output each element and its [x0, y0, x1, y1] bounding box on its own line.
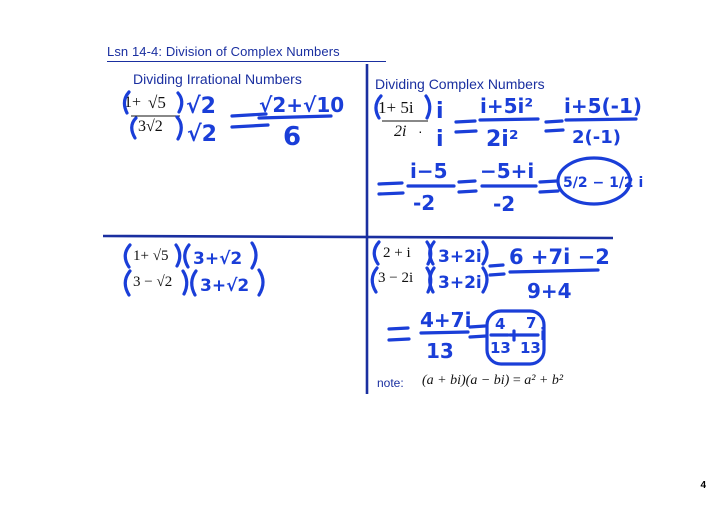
q2-step3-den: -2	[413, 191, 436, 215]
q2-numerator: 1+ 5i	[378, 98, 414, 117]
q1-multiplier-den: √2	[187, 122, 217, 147]
q2-equals-4	[459, 181, 476, 192]
q3-conj-den-open	[192, 271, 196, 295]
page-number: 4	[700, 480, 706, 491]
q4-step2-bar	[421, 332, 468, 333]
q4-answer-a-den: 13	[490, 339, 511, 357]
q2-step1-bar	[480, 119, 538, 120]
q4-conj-den: 3+2i	[438, 273, 482, 293]
q4-step1-num: 6 +7i −2	[509, 245, 610, 269]
q4-equals-3	[470, 326, 486, 337]
q3-num-close-paren	[176, 245, 180, 266]
note-label: note:	[377, 376, 404, 390]
note-formula	[422, 373, 563, 389]
q3-num-open-paren	[125, 245, 130, 267]
q2-step2-bar	[566, 119, 636, 120]
q1-denominator: 3√2	[138, 118, 163, 135]
q3-den-close-paren	[183, 271, 187, 294]
q2-num-open-paren	[376, 96, 381, 118]
q4-den-open-paren	[372, 268, 377, 292]
q4-numerator: 2 + i	[383, 245, 411, 261]
q3-conj-den-close	[259, 270, 263, 295]
q1-multiplier-num: √2	[186, 94, 216, 119]
q1-num-open-paren	[124, 92, 129, 113]
q2-step4-num: −5+i	[480, 159, 535, 183]
left-heading: Dividing Irrational Numbers	[133, 71, 302, 87]
q1-result-den: 6	[283, 122, 302, 152]
q3-den-open-paren	[125, 271, 130, 295]
q2-equals-5	[540, 181, 558, 192]
q4-step2-num: 4+7i	[420, 308, 472, 332]
q1-result-num: √2+√10	[259, 93, 345, 117]
q4-equals-2	[389, 328, 409, 340]
q1-den-open-paren	[132, 118, 136, 138]
q2-step3-num: i−5	[410, 159, 448, 183]
q4-plus	[510, 331, 519, 340]
note-formula-equals: =	[509, 373, 525, 388]
q2-num-close-paren	[426, 96, 430, 118]
right-heading: Dividing Complex Numbers	[375, 76, 545, 92]
q3-denominator: 3 − √2	[133, 274, 173, 290]
note-formula-lhs: (a + bi)(a − bi)	[422, 373, 510, 388]
note-formula-rhs: a² + b²	[524, 373, 564, 388]
horizontal-divider	[103, 236, 613, 238]
q3-conj-num-close	[252, 243, 256, 268]
q1-den-close-paren	[177, 117, 181, 139]
q1-numerator-b: √5	[148, 93, 166, 112]
q1-result-bar	[259, 116, 331, 118]
q2-equals-1	[456, 121, 476, 132]
q4-step2-den: 13	[426, 339, 454, 363]
q4-answer-a-num: 4	[495, 315, 506, 333]
q2-step4-den: -2	[493, 192, 516, 216]
q1-num-close-paren	[178, 93, 182, 112]
q4-answer-b-num: 7	[526, 314, 537, 332]
q3-conj-num-open	[185, 245, 189, 267]
q2-step2-den: 2(-1)	[572, 127, 621, 148]
q2-step2-num: i+5(-1)	[564, 94, 643, 118]
q4-answer-i: i	[540, 325, 546, 345]
q2-answer: 5/2 − 1/2 i	[563, 175, 644, 191]
q2-step1-num: i+5i²	[480, 94, 534, 118]
q1-numerator-a: 1+	[124, 94, 142, 111]
q4-step1-bar	[510, 270, 598, 272]
lesson-title: Lsn 14-4: Division of Complex Numbers	[107, 44, 340, 59]
q2-mult-num: i	[436, 99, 444, 124]
q4-denominator: 3 − 2i	[378, 270, 414, 286]
q3-conj-num: 3+√2	[193, 249, 243, 269]
q2-equals-2	[546, 121, 563, 131]
q4-answer-b-den: 13	[520, 339, 541, 357]
q4-step1-den: 9+4	[527, 279, 572, 303]
q4-equals-1	[490, 265, 504, 275]
q4-conj-num-close	[483, 242, 487, 264]
q2-equals-3	[379, 183, 403, 194]
q3-conj-den: 3+√2	[200, 276, 250, 296]
q2-step1-den: 2i²	[486, 127, 519, 152]
q4-num-open-paren	[374, 242, 379, 264]
q2-mult-den: i	[436, 127, 444, 152]
q2-dot: ·	[418, 123, 423, 139]
q4-conj-den-close	[483, 268, 487, 292]
q4-conj-num: 3+2i	[438, 247, 482, 267]
q2-denominator: 2i	[394, 123, 407, 140]
q3-numerator: 1+ √5	[133, 248, 169, 264]
